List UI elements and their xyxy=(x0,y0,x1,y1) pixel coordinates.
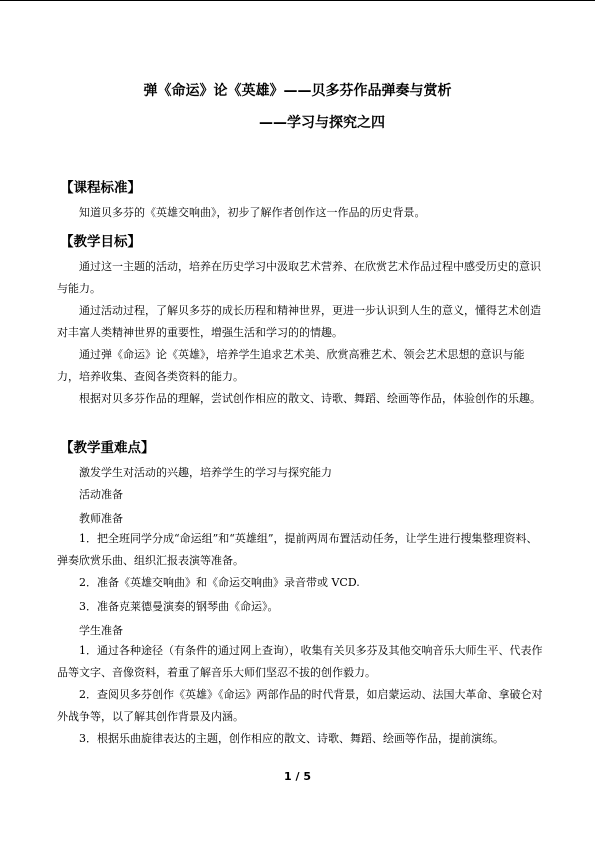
section-heading-keypoints: 【教学重难点】 xyxy=(60,440,155,456)
student-item-2: 2．查阅贝多芬创作《英雄》《命运》两部作品的时代背景，如启蒙运动、法国大革命、拿破仑对外战争等，以了解其创作背景及内涵。 xyxy=(57,688,543,723)
page-number: 1 / 5 xyxy=(284,770,311,783)
top-border-line xyxy=(0,0,595,1)
student-item-3: 3．根据乐曲旋律表达的主题，创作相应的散文、诗歌、舞蹈、绘画等作品，提前演练。 xyxy=(79,732,504,745)
teacher-item-2: 2．准备《英雄交响曲》和《命运交响曲》录音带或 VCD. xyxy=(79,576,360,589)
objective-paragraph-1: 通过这一主题的活动，培养在历史学习中汲取艺术营养、在欣赏艺术作品过程中感受历史的意识与能力。 xyxy=(57,260,541,295)
activity-prep-title: 活动准备 xyxy=(79,488,123,501)
document-subtitle: ——学习与探究之四 xyxy=(259,115,385,131)
student-item-1: 1．通过各种途径（有条件的通过网上查询），收集有关贝多芬及其他交响音乐大师生平、代表作品等文字、音像资料，着重了解音乐大师们坚忍不拔的创作毅力。 xyxy=(57,644,543,679)
teacher-prep-title: 教师准备 xyxy=(79,512,123,525)
objective-paragraph-3: 通过弹《命运》论《英雄》，培养学生追求艺术美、欣赏高雅艺术、领会艺术思想的意识与能力，培养收集、查阅各类资料的能力。 xyxy=(57,348,525,383)
teacher-item-1: 1．把全班同学分成“命运组”和“英雄组”，提前两周布置活动任务，让学生进行搜集整理资料、弹奏欣赏乐曲、组织汇报表演等准备。 xyxy=(57,532,538,567)
section-heading-objectives: 【教学目标】 xyxy=(60,234,141,250)
objective-paragraph-4: 根据对贝多芬作品的理解，尝试创作相应的散文、诗歌、舞蹈、绘画等作品，体验创作的乐趣。 xyxy=(79,392,541,405)
section-heading-standard: 【课程标准】 xyxy=(60,180,141,196)
teacher-item-3: 3．准备克莱德曼演奏的钢琴曲《命运》。 xyxy=(79,600,279,613)
objective-paragraph-2: 通过活动过程，了解贝多芬的成长历程和精神世界，更进一步认识到人生的意义，懂得艺术创造对丰富人类精神世界的重要性，增强生活和学习的的情趣。 xyxy=(57,304,541,339)
standard-paragraph: 知道贝多芬的《英雄交响曲》，初步了解作者创作这一作品的历史背景。 xyxy=(79,206,426,219)
student-prep-title: 学生准备 xyxy=(79,624,123,637)
keypoints-text: 激发学生对活动的兴趣，培养学生的学习与探究能力 xyxy=(79,466,332,479)
document-title: 弹《命运》论《英雄》——贝多芬作品弹奏与赏析 xyxy=(143,83,452,99)
